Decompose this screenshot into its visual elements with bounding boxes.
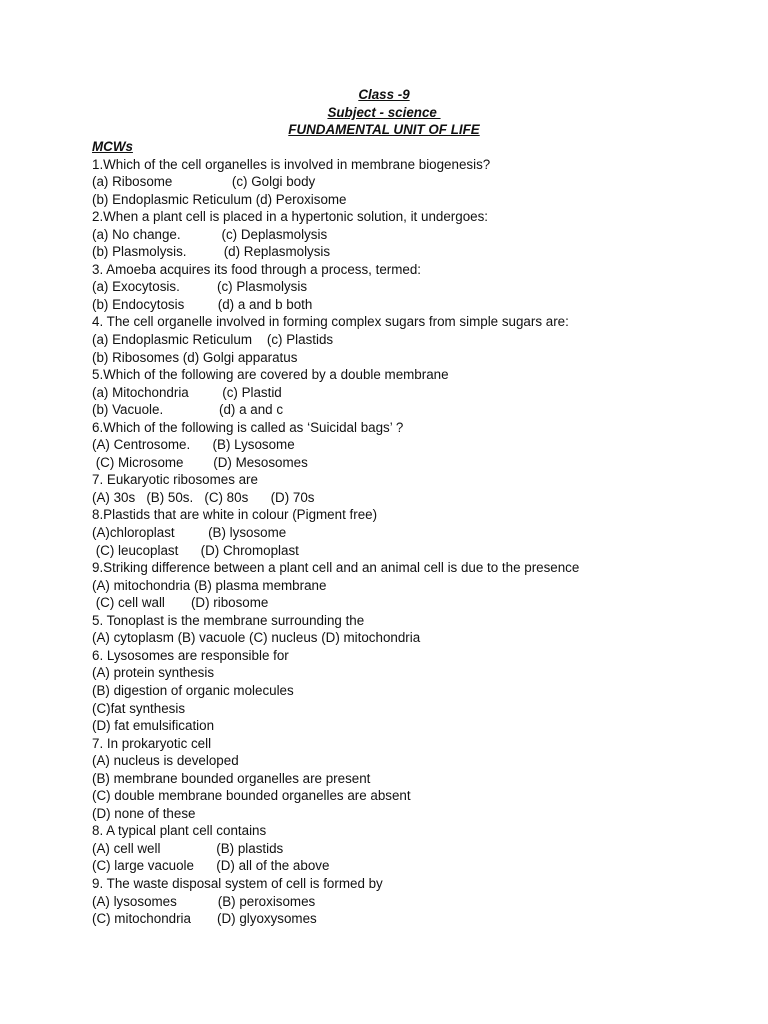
question-list bbox=[92, 138, 712, 928]
question-line: 1.Which of the cell organelles is involved in membrane biogenesis? bbox=[92, 156, 491, 172]
question-line: (D) none of these bbox=[92, 805, 196, 821]
question-line: (b) Vacuole. (d) a and c bbox=[92, 402, 284, 418]
question-line: (B) digestion of organic molecules bbox=[92, 682, 294, 698]
question-line: 6. Lysosomes are responsible for bbox=[92, 647, 289, 663]
question-line: (C) large vacuole (D) all of the above bbox=[92, 858, 330, 874]
question-line: 7. Eukaryotic ribosomes are bbox=[92, 472, 258, 488]
question-line: (a) Ribosome (c) Golgi body bbox=[92, 174, 316, 190]
question-line: (b) Plasmolysis. (d) Replasmolysis bbox=[92, 244, 331, 260]
question-line: (A) Centrosome. (B) Lysosome bbox=[92, 437, 295, 453]
question-line: 9.Striking difference between a plant cell and an animal cell is due to the presence bbox=[92, 560, 580, 576]
question-line: (b) Endocytosis (d) a and b both bbox=[92, 296, 313, 312]
question-line: (a) Exocytosis. (c) Plasmolysis bbox=[92, 279, 308, 295]
question-line: (b) Endoplasmic Reticulum (d) Peroxisome bbox=[92, 191, 347, 207]
question-line: (A) nucleus is developed bbox=[92, 753, 239, 769]
question-line: (A) protein synthesis bbox=[92, 665, 215, 681]
question-line: (b) Ribosomes (d) Golgi apparatus bbox=[92, 349, 298, 365]
question-line: 2.When a plant cell is placed in a hypertonic solution, it undergoes: bbox=[92, 209, 489, 225]
question-line: (a) Mitochondria (c) Plastid bbox=[92, 384, 282, 400]
question-line: (a) No change. (c) Deplasmolysis bbox=[92, 226, 328, 242]
question-line: (a) Endoplasmic Reticulum (c) Plastids bbox=[92, 332, 334, 348]
chapter-title: FUNDAMENTAL UNIT OF LIFE bbox=[288, 122, 480, 138]
question-line: (A) 30s (B) 50s. (C) 80s (D) 70s bbox=[92, 489, 315, 505]
question-line: 5. Tonoplast is the membrane surrounding the bbox=[92, 612, 365, 628]
question-line: 9. The waste disposal system of cell is formed by bbox=[92, 875, 383, 891]
question-line: 5.Which of the following are covered by a double membrane bbox=[92, 367, 449, 383]
question-line: 6.Which of the following is called as ‘Suicidal bags’ ? bbox=[92, 419, 404, 435]
question-line: (C) double membrane bounded organelles are absent bbox=[92, 788, 411, 804]
question-line: (B) membrane bounded organelles are present bbox=[92, 770, 371, 786]
question-line: 7. In prokaryotic cell bbox=[92, 735, 212, 751]
class-title: Class -9 bbox=[358, 87, 410, 102]
question-line: (C) Microsome (D) Mesosomes bbox=[92, 454, 308, 470]
section-label: MCWs bbox=[92, 139, 133, 154]
question-line: (A) mitochondria (B) plasma membrane bbox=[92, 577, 327, 593]
question-line: (D) fat emulsification bbox=[92, 718, 215, 734]
question-line: (A) cell well (B) plastids bbox=[92, 840, 284, 856]
question-lines bbox=[92, 156, 712, 928]
question-line: (C) leucoplast (D) Chromoplast bbox=[92, 542, 299, 558]
question-line: (C) cell wall (D) ribosome bbox=[92, 595, 269, 611]
question-line: (A) cytoplasm (B) vacuole (C) nucleus (D) mitochondria bbox=[92, 630, 421, 646]
subject-title: Subject - science bbox=[327, 104, 441, 120]
question-line: 8. A typical plant cell contains bbox=[92, 823, 267, 839]
question-line: 4. The cell organelle involved in forming complex sugars from simple sugars are: bbox=[92, 314, 569, 330]
question-line: 3. Amoeba acquires its food through a process, termed: bbox=[92, 261, 421, 277]
question-line: (A) lysosomes (B) peroxisomes bbox=[92, 893, 316, 909]
document-heading bbox=[0, 86, 768, 139]
question-line: (C)fat synthesis bbox=[92, 700, 186, 716]
question-line: 8.Plastids that are white in colour (Pigment free) bbox=[92, 507, 378, 523]
question-line: (A)chloroplast (B) lysosome bbox=[92, 525, 287, 541]
question-line: (C) mitochondria (D) glyoxysomes bbox=[92, 911, 317, 927]
